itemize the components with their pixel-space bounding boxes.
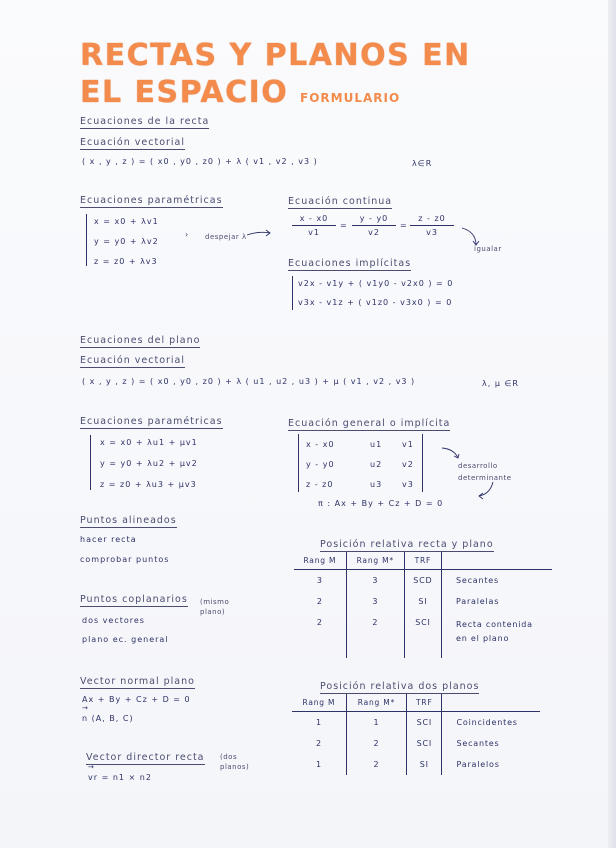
recta-param-z: z = z0 + λv3 bbox=[94, 257, 158, 266]
cell-result: Secantes bbox=[456, 576, 499, 585]
plano-param-label: Ecuaciones paramétricas bbox=[80, 416, 223, 427]
cell-trf: SCD bbox=[404, 570, 441, 592]
normal-vec: n (A, B, C) bbox=[82, 714, 134, 723]
recta-param-label: Ecuaciones paramétricas bbox=[80, 195, 223, 206]
arrow-right-icon bbox=[246, 228, 272, 240]
continua-frac-y bbox=[352, 214, 396, 237]
pos-planos-title: Posición relativa dos planos bbox=[320, 681, 480, 692]
cell-rang-m: 1 bbox=[292, 754, 346, 775]
cell-result: Coincidentes bbox=[456, 718, 518, 727]
det-r3c2: u3 bbox=[370, 480, 383, 489]
alineados-line1: hacer recta bbox=[80, 535, 137, 544]
cell-rang-m-star: 3 bbox=[346, 570, 404, 592]
table-row bbox=[292, 754, 540, 775]
continua-frac-z bbox=[410, 214, 454, 237]
det-r2c2: u2 bbox=[370, 460, 383, 469]
header-rang-m-star: Rang M* bbox=[346, 694, 406, 712]
cell-result: Paralelos bbox=[456, 760, 500, 769]
header-trf: TRF bbox=[404, 552, 441, 570]
cell-rang-m: 2 bbox=[294, 612, 346, 658]
implicita-1: v2x - v1y + ( v1y0 - v2x0 ) = 0 bbox=[298, 279, 454, 288]
coplanarios-label: Puntos coplanarios bbox=[80, 594, 188, 605]
page-edge bbox=[608, 0, 616, 848]
pos-recta-plano-table bbox=[294, 552, 552, 658]
director-eq: vr = n1 × n2 bbox=[88, 773, 152, 782]
coplanarios-note: (mismo plano) bbox=[200, 598, 230, 616]
equals-sign-2: = bbox=[400, 221, 408, 230]
despejar-note: despejar λ bbox=[205, 233, 247, 241]
determinante-note: desarrollo determinante bbox=[458, 462, 512, 482]
det-r1c1: x - x0 bbox=[306, 440, 335, 449]
header-rang-m: Rang M bbox=[292, 694, 346, 712]
recta-continua-label: Ecuación continua bbox=[288, 196, 393, 207]
brace-right-icon: › bbox=[185, 230, 190, 239]
continua-frac-x bbox=[292, 214, 336, 237]
implicita-2: v3x - v1z + ( v1z0 - v3x0 ) = 0 bbox=[298, 298, 453, 307]
cell-result: Recta contenida en el plano bbox=[456, 620, 533, 643]
plano-param-brace bbox=[90, 435, 91, 490]
director-note: (dos planos) bbox=[220, 753, 250, 771]
normal-label: Vector normal plano bbox=[80, 676, 195, 687]
plano-param-x: x = x0 + λu1 + μv1 bbox=[100, 438, 198, 447]
det-r3c3: v3 bbox=[402, 480, 414, 489]
table-header-row bbox=[294, 552, 552, 570]
cell-rang-m-star: 3 bbox=[346, 591, 404, 612]
cell-rang-m-star: 1 bbox=[346, 712, 406, 734]
table-row bbox=[294, 591, 552, 612]
det-r1c2: u1 bbox=[370, 440, 383, 449]
table-row bbox=[294, 612, 552, 658]
continua-num-z: z - z0 bbox=[410, 214, 454, 226]
cell-result: Secantes bbox=[456, 739, 500, 748]
plano-param-z: z = z0 + λu3 + μv3 bbox=[100, 480, 197, 489]
det-r2c1: y - y0 bbox=[306, 460, 335, 469]
det-r3c1: z - z0 bbox=[306, 480, 334, 489]
recta-vectorial-eq: ( x , y , z ) = ( x0 , y0 , z0 ) + λ ( v1 , v2 , v3 ) bbox=[82, 157, 318, 166]
section-recta: Ecuaciones de la recta bbox=[80, 116, 210, 127]
recta-param-x: x = x0 + λv1 bbox=[94, 217, 159, 226]
table-header-row bbox=[292, 694, 540, 712]
cell-rang-m: 1 bbox=[292, 712, 346, 734]
continua-num-y: y - y0 bbox=[352, 214, 396, 226]
recta-vectorial-domain: λ∈R bbox=[412, 159, 433, 168]
continua-den-z: v3 bbox=[426, 228, 438, 237]
header-result bbox=[442, 552, 553, 570]
recta-param-y: y = y0 + λv2 bbox=[94, 237, 159, 246]
cell-rang-m: 2 bbox=[294, 591, 346, 612]
curved-arrow-icon bbox=[476, 480, 496, 500]
cell-trf: SCI bbox=[407, 712, 442, 734]
pos-planos-table bbox=[292, 694, 540, 775]
director-label: Vector director recta bbox=[86, 752, 205, 763]
plano-general-label: Ecuación general o implícita bbox=[288, 418, 451, 429]
cell-rang-m-star: 2 bbox=[346, 612, 404, 658]
table-row bbox=[292, 733, 540, 754]
continua-den-y: v2 bbox=[368, 228, 380, 237]
determinant-left-bar bbox=[298, 434, 299, 492]
header-result bbox=[442, 694, 540, 712]
vector-arrow-icon: → bbox=[82, 704, 89, 712]
pos-recta-plano-title: Posición relativa recta y plano bbox=[320, 539, 494, 550]
cell-trf: SI bbox=[404, 591, 441, 612]
cell-trf: SCI bbox=[407, 733, 442, 754]
igualar-note: igualar bbox=[474, 245, 502, 253]
cell-rang-m: 3 bbox=[294, 570, 346, 592]
cell-rang-m-star: 2 bbox=[346, 754, 406, 775]
normal-eq: Ax + By + Cz + D = 0 bbox=[82, 695, 191, 704]
det-r1c3: v1 bbox=[402, 440, 414, 449]
coplanarios-line1: dos vectores bbox=[82, 616, 145, 625]
section-plano: Ecuaciones del plano bbox=[80, 335, 201, 346]
continua-den-x: v1 bbox=[308, 228, 320, 237]
recta-param-brace bbox=[86, 214, 87, 266]
header-rang-m-star: Rang M* bbox=[346, 552, 404, 570]
det-r2c3: v2 bbox=[402, 460, 414, 469]
subtitle: FORMULARIO bbox=[300, 91, 401, 105]
cell-trf: SCI bbox=[404, 612, 441, 658]
cell-trf: SI bbox=[407, 754, 442, 775]
plano-param-y: y = y0 + λu2 + μv2 bbox=[100, 459, 198, 468]
curved-arrow-icon bbox=[440, 446, 462, 460]
plano-vectorial-eq: ( x , y , z ) = ( x0 , y0 , z0 ) + λ ( u1 , u2 , u3 ) + μ ( v1 , v2 , v3 ) bbox=[82, 377, 416, 386]
header-trf: TRF bbox=[407, 694, 442, 712]
title-line-1: RECTAS Y PLANOS EN bbox=[80, 38, 471, 73]
header-rang-m: Rang M bbox=[294, 552, 346, 570]
table-row bbox=[294, 570, 552, 592]
vector-arrow-icon: → bbox=[88, 763, 95, 771]
recta-implicitas-label: Ecuaciones implícitas bbox=[288, 258, 412, 269]
alineados-line2: comprobar puntos bbox=[80, 555, 170, 564]
cell-rang-m: 2 bbox=[292, 733, 346, 754]
plano-vectorial-domain: λ, μ ∈R bbox=[482, 379, 519, 388]
plano-general-eq: π : Ax + By + Cz + D = 0 bbox=[318, 499, 444, 508]
title-line-2: EL ESPACIO bbox=[80, 75, 289, 110]
cell-rang-m-star: 2 bbox=[346, 733, 406, 754]
determinant-right-bar bbox=[422, 434, 423, 492]
equals-sign-1: = bbox=[340, 221, 348, 230]
alineados-label: Puntos alineados bbox=[80, 515, 177, 526]
table-row bbox=[292, 712, 540, 734]
plano-vectorial-label: Ecuación vectorial bbox=[80, 355, 186, 366]
continua-num-x: x - x0 bbox=[292, 214, 336, 226]
recta-vectorial-label: Ecuación vectorial bbox=[80, 137, 186, 148]
cell-result: Paralelas bbox=[456, 597, 500, 606]
implicitas-brace bbox=[292, 276, 293, 310]
coplanarios-line2: plano ec. general bbox=[82, 635, 169, 644]
